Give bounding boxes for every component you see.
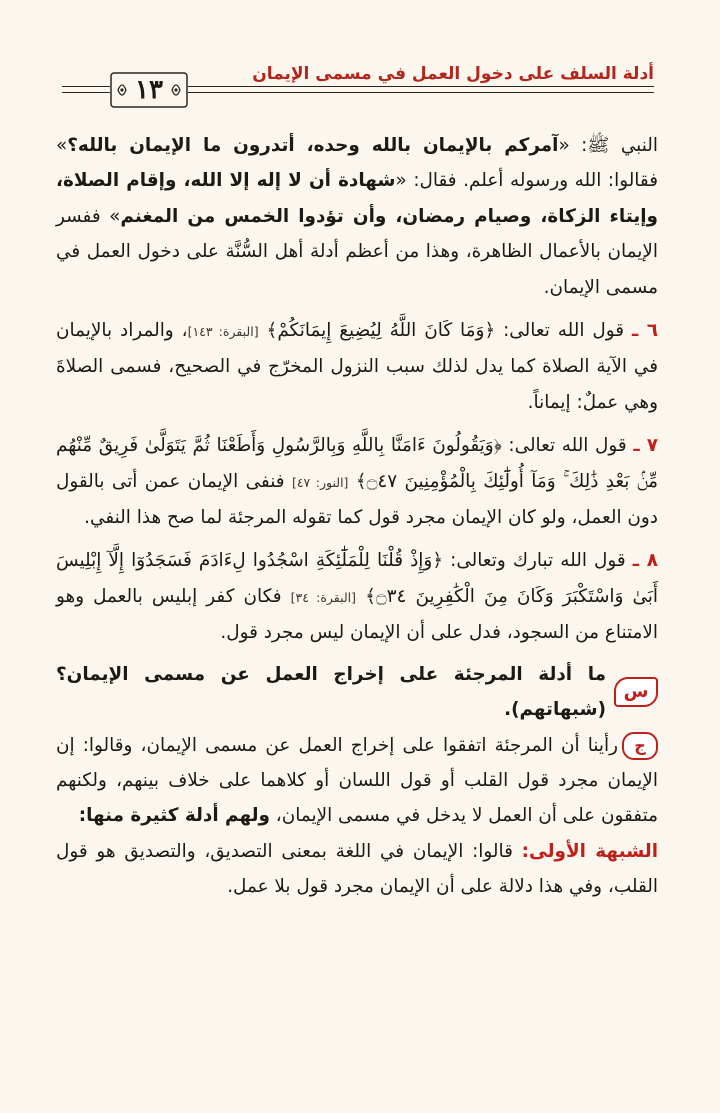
answer-paragraph (56, 728, 658, 834)
running-title: أدلة السلف على دخول العمل في مسمى الإيمان (244, 64, 654, 84)
quran-verse: ﴿وَيَقُولُونَ ءَامَنَّا بِاللَّهِ وَبِالرَّسُولِ وَأَطَعْنَا ثُمَّ يَتَوَلَّىٰ فَرِيقٌ مِّنْهُم مِّنۢ بَعْدِ ذَٰلِكَ ۚ وَمَآ أُولَٰٓئِكَ بِالْمُؤْمِنِينَ ۝٤٧﴾ (56, 435, 658, 492)
text: قول الله تعالى: (495, 320, 632, 342)
item-number: ٦ ـ (631, 320, 658, 342)
text: قول الله تبارك وتعالى: (443, 550, 633, 572)
item-number: ٨ ـ (632, 550, 658, 572)
text: رأينا أن المرجئة اتفقوا على إخراج العمل عن مسمى الإيمان، وقالوا: إن الإيمان مجرد قول القلب أو قول اللسان أو كلاهما على خلاف بينهم، ولكنهم متفقون على أن العمل لا يدخل في مسمى الإيمان، (56, 734, 658, 827)
page-header (62, 62, 654, 122)
quran-verse: ﴿وَإِذْ قُلْنَا لِلْمَلَٰٓئِكَةِ اسْجُدُوا لِءَادَمَ فَسَجَدُوٓا إِلَّآ إِبْلِيسَ أَبَىٰ وَاسْتَكْبَرَ وَكَانَ مِنَ الْكَٰفِرِينَ ۝٣٤﴾ (56, 550, 659, 607)
verse-reference: [البقرة: ١٤٣] (187, 324, 259, 340)
answer-badge: ج (622, 732, 658, 760)
item-number: ٧ ـ (633, 435, 659, 457)
question-text: ما أدلة المرجئة على إخراج العمل عن مسمى الإيمان؟ (شبهاتهم). (56, 663, 606, 721)
paragraph-evidence-6 (56, 313, 658, 420)
hadith-quote: آمركم بالإيمان بالله وحده، أتدرون ما الإيمان بالله؟ (67, 135, 559, 156)
doubt-label: الشبهة الأولى: (521, 840, 659, 862)
paragraph-evidence-8 (56, 543, 658, 650)
text: قول الله تعالى: (501, 435, 634, 457)
text-emphasis: ولهم أدلة كثيرة منها: (78, 805, 270, 827)
paragraph-first-doubt (56, 834, 658, 905)
text: » ففسر الإيمان بالأعمال الظاهرة، وهذا من أعظم أدلة أهل السُّنَّة على دخول العمل في مسمى الإيمان. (56, 205, 658, 298)
text: النبي ﷺ: « (558, 135, 658, 156)
text: ، والمراد بالإيمان في الآية الصلاة كما يدل لذلك سبب النزول المخرّج في الصحيح، فسمى الصلاةَ وهي عملٌ: إيماناً. (56, 320, 658, 413)
text: قالوا: الإيمان في اللغة بمعنى التصديق، والتصديق هو قول القلب، وفي هذا دلالة على أن الإيمان مجرد قول بلا عمل. (56, 840, 658, 898)
paragraph-evidence-7 (56, 428, 658, 535)
question-badge: س (614, 677, 658, 707)
verse-reference: [البقرة: ٣٤] (290, 589, 357, 605)
text: فنفى الإيمان عمن أتى بالقول دون العمل، ولو كان الإيمان مجرد قول كما تقوله المرجئة لما صح هذا النفي. (56, 470, 658, 529)
question-line (56, 657, 658, 728)
hadith-quote: شهادة أن لا إله إلا الله، وإقام الصلاة، وإيتاء الزكاة، وصيام رمضان، وأن تؤدوا الخمس من المغنم (56, 170, 658, 227)
page-body (56, 128, 658, 905)
paragraph-hadith (56, 128, 658, 305)
page-number: ١٣ (135, 75, 163, 105)
verse-reference: [النور: ٤٧] (291, 474, 349, 490)
text: » فقالوا: الله ورسوله أعلم. فقال: « (56, 135, 658, 192)
page-number-frame (110, 72, 188, 108)
quran-verse: ﴿وَمَا كَانَ اللَّهُ لِيُضِيعَ إِيمَانَكُمْ﴾ (266, 320, 496, 342)
text: فكان كفر إبليس بالعمل وهو الامتناع من السجود، فدل على أن الإيمان ليس مجرد قول. (56, 585, 658, 644)
